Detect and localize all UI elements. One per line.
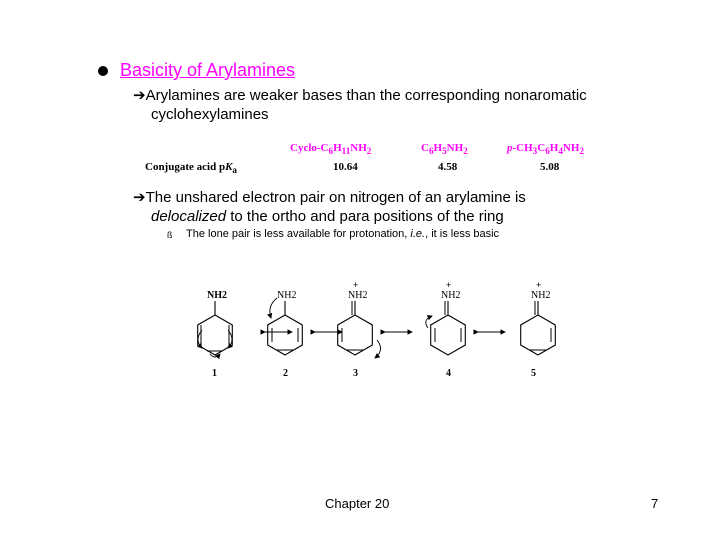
resonance-structure-1 xyxy=(198,301,233,357)
structure-number: 3 xyxy=(353,368,358,379)
compound-cyclohexylamine: Cyclo-$C_6H_{11}NH_2$ xyxy=(290,142,372,157)
bullet-dot xyxy=(98,66,108,76)
charge-label: + xyxy=(536,280,542,290)
pka-value: 10.64 xyxy=(333,161,358,173)
resonance-structure-5 xyxy=(521,301,556,355)
point-2-emphasis: delocalized xyxy=(151,208,227,225)
footer-page-number: 7 xyxy=(651,496,659,511)
slide-title: Basicity of Arylamines xyxy=(120,60,296,80)
resonance-diagram xyxy=(180,270,590,380)
nh2-label: NH2 xyxy=(441,290,461,301)
resonance-structure-3 xyxy=(338,301,381,358)
structure-number: 4 xyxy=(446,368,451,379)
point-1-line-1: Arylamines are weaker bases than the corresponding nonaromatic xyxy=(145,87,587,104)
compound-p-toluidine: $p-CH_3C_6H_4NH_2$ xyxy=(507,142,584,157)
resonance-structure-4 xyxy=(426,301,466,355)
point-1-line-2: cyclohexylamines xyxy=(151,106,269,123)
point-2-line-2: to the ortho and para positions of the ring xyxy=(226,208,504,225)
arrow-right-icon: ➔ xyxy=(133,189,146,206)
charge-label: + xyxy=(353,280,359,290)
structure-number: 5 xyxy=(531,368,536,379)
nh2-label: NH2 xyxy=(277,290,297,301)
structure-number: 1 xyxy=(212,368,217,379)
subpoint-emphasis: i.e. xyxy=(410,228,426,240)
charge-label: + xyxy=(446,280,452,290)
point-2 xyxy=(133,188,526,226)
resonance-structure-2 xyxy=(268,315,303,355)
structure-number: 2 xyxy=(283,368,288,379)
pka-value: 5.08 xyxy=(540,161,560,173)
nh2-label: NH2 xyxy=(207,290,227,301)
pka-value: 4.58 xyxy=(438,161,458,173)
point-1 xyxy=(133,86,587,124)
nh2-label: NH2 xyxy=(348,290,368,301)
footer-chapter: Chapter 20 xyxy=(325,496,390,511)
pka-row-label: Conjugate acid $pK_a$ xyxy=(145,161,237,176)
subpoint-text: The lone pair is less available for protonation, i.e., it is less basic xyxy=(186,228,500,240)
nh2-label: NH2 xyxy=(531,290,551,301)
arrow-right-icon: ➔ xyxy=(133,87,146,104)
point-2-line-1: The unshared electron pair on nitrogen of an arylamine is xyxy=(145,189,526,206)
sub-bullet-icon: ß xyxy=(167,230,173,240)
compound-aniline: $C_6H_5NH_2$ xyxy=(421,142,468,157)
